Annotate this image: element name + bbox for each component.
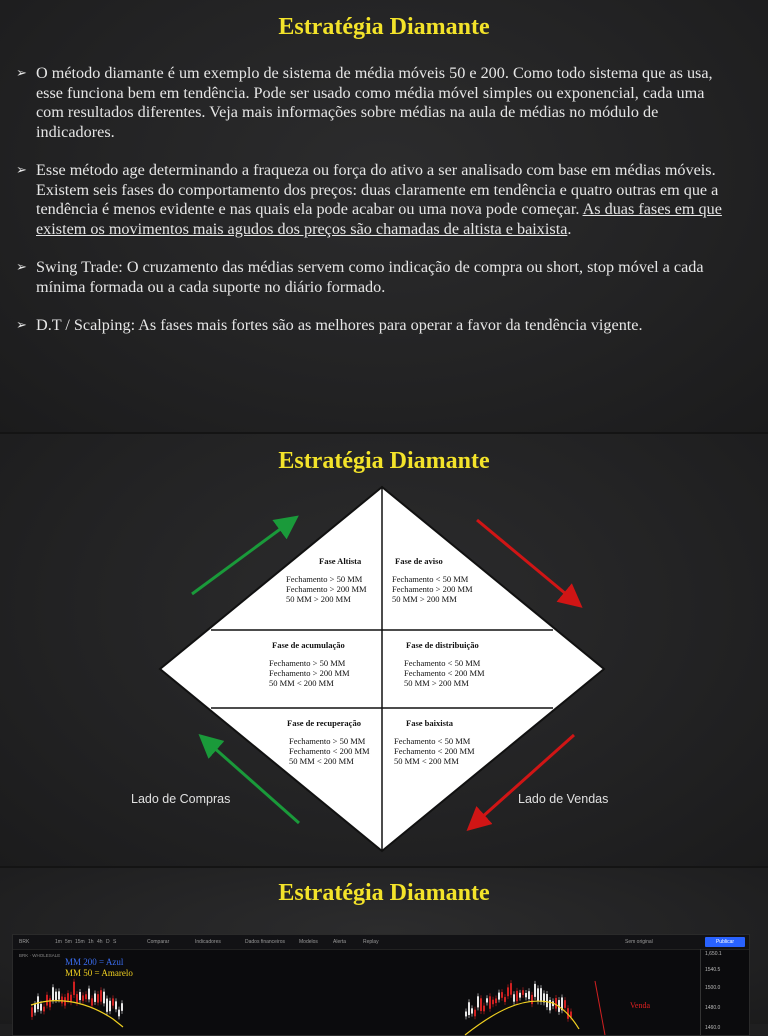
candle-body: [91, 998, 93, 1005]
phase-condition: 50 MM > 200 MM: [404, 678, 469, 688]
slide-text: [0, 0, 768, 432]
candle-body: [85, 994, 87, 999]
candle-body: [549, 1000, 551, 1010]
candle-body: [112, 998, 114, 1005]
ticker-label: BRK · WHOLESALE: [19, 953, 61, 958]
phase-condition: 50 MM < 200 MM: [269, 678, 334, 688]
phase-condition: Fechamento < 200 MM: [394, 746, 475, 756]
candle-body: [109, 1001, 111, 1011]
slide-title: Estratégia Diamante: [278, 880, 490, 906]
candle-body: [564, 1000, 566, 1008]
candle-body: [525, 993, 527, 997]
candle-body: [73, 982, 75, 995]
bullet-item: [16, 316, 728, 336]
candle-body: [486, 998, 488, 1002]
alert-button[interactable]: Alerta: [333, 939, 347, 945]
candle-body: [43, 1007, 45, 1012]
candle-body: [103, 992, 105, 1004]
timeframe-1h[interactable]: 1h: [88, 939, 94, 945]
candle-body: [46, 995, 48, 1006]
candle-body: [534, 984, 536, 997]
phase-condition: Fechamento > 200 MM: [269, 668, 350, 678]
chart-screenshot: [12, 934, 750, 1036]
candle-body: [510, 983, 512, 995]
phase-baixista: [394, 718, 475, 766]
candle-body: [471, 1008, 473, 1013]
sell-annotation: Venda: [630, 1001, 650, 1010]
candle-body: [507, 987, 509, 996]
candle-body: [40, 1004, 42, 1011]
timeframe-5m[interactable]: 5m: [65, 939, 72, 945]
bullet-arrow-icon: ➢: [16, 260, 27, 275]
candle-body: [546, 994, 548, 1007]
candle-body: [58, 991, 60, 999]
phase-aviso: [392, 556, 473, 604]
candle-body: [519, 993, 521, 998]
phase-condition: 50 MM > 200 MM: [392, 594, 457, 604]
slide-chart-example: [0, 868, 768, 1031]
buy-side-label: Lado de Compras: [131, 792, 231, 806]
candle-body: [118, 1010, 120, 1017]
candle-body: [82, 995, 84, 1000]
candle-body: [522, 990, 524, 995]
bullet-arrow-icon: ➢: [16, 163, 27, 178]
bullet-list: [16, 64, 728, 355]
timeframe-s[interactable]: S: [113, 939, 117, 945]
candle-body: [504, 997, 506, 1002]
candle-body: [115, 1001, 117, 1009]
price-tick: 1500.0: [705, 985, 721, 991]
bullet-text: Swing Trade: O cruzamento das médias servem como indicação de compra ou short, stop móvel a cada mínima formada ou a cada suporte no diário formado.: [36, 258, 704, 296]
price-tick: 1,650.1: [705, 951, 722, 957]
bullet-text: D.T / Scalping: As fases mais fortes são as melhores para operar a favor da tendência vigente.: [36, 316, 643, 334]
phase-condition: Fechamento < 50 MM: [392, 574, 469, 584]
price-tick: 1460.0: [705, 1025, 721, 1031]
candle-body: [121, 1003, 123, 1011]
candle-body: [498, 993, 500, 1000]
replay-button[interactable]: Replay: [363, 939, 379, 945]
phase-title: Fase baixista: [406, 718, 453, 728]
candle-body: [52, 987, 54, 1000]
candle-body: [474, 1010, 476, 1017]
phase-condition: Fechamento < 200 MM: [404, 668, 485, 678]
candle-body: [513, 994, 515, 1001]
price-tick: 1480.0: [705, 1005, 721, 1011]
bullet-item: [16, 258, 728, 297]
candle-body: [468, 1002, 470, 1015]
candle-body: [61, 997, 63, 1004]
candle-body: [516, 991, 518, 1001]
phase-condition: Fechamento > 200 MM: [286, 584, 367, 594]
candle-body: [49, 998, 51, 1007]
candle-body: [34, 1004, 36, 1012]
phase-altista: [286, 556, 367, 604]
candle-body: [477, 996, 479, 1007]
phase-condition: 50 MM < 200 MM: [289, 756, 354, 766]
diamond-diagram: [0, 434, 768, 866]
phase-condition: 50 MM > 200 MM: [286, 594, 351, 604]
phase-condition: Fechamento > 50 MM: [289, 736, 366, 746]
candle-body: [483, 1006, 485, 1012]
sell-marker-line: [595, 981, 605, 1035]
bullet-arrow-icon: ➢: [16, 66, 27, 81]
timeframe-4h[interactable]: 4h: [97, 939, 103, 945]
indicators-button[interactable]: Indicadores: [195, 939, 221, 945]
bullet-item: [16, 161, 728, 239]
timeframe-15m[interactable]: 15m: [75, 939, 85, 945]
candle-body: [495, 998, 497, 1003]
candle-body: [492, 1000, 494, 1005]
candle-body: [106, 999, 108, 1012]
candle-body: [97, 994, 99, 1002]
candle-body: [531, 995, 533, 1004]
candle-body: [100, 990, 102, 1001]
slide-title: Estratégia Diamante: [278, 14, 490, 40]
phase-condition: Fechamento > 50 MM: [286, 574, 363, 584]
candle-body: [537, 988, 539, 1001]
timeframe-d[interactable]: D: [106, 939, 110, 945]
slide-diamond: [0, 434, 768, 866]
phase-condition: Fechamento < 50 MM: [394, 736, 471, 746]
candle-body: [76, 994, 78, 1003]
phase-acumulacao: [269, 640, 350, 688]
candle-body: [489, 996, 491, 1008]
publish-button[interactable]: Publicar: [705, 937, 745, 947]
candle-body: [528, 991, 530, 999]
bullet-underlined-text: As duas fases em que existem os movimentos mais agudos dos preços são chamadas de altista e baixista: [36, 200, 722, 238]
candle-body: [540, 988, 542, 1002]
candle-body: [94, 994, 96, 1002]
candle-body: [480, 998, 482, 1011]
compare-button[interactable]: Comparar: [147, 939, 170, 945]
phase-title: Fase de acumulação: [272, 640, 345, 650]
phase-title: Fase Altista: [319, 556, 362, 566]
bullet-text: O método diamante é um exemplo de sistema de média móveis 50 e 200. Como todo sistema que as usa, esse funciona bem em tendência. Pode ser usado como média móvel simples ou exponencial, cada uma com resultados diferentes. Veja mais informações sobre médias na aula de médias no módulo de indicadores.: [36, 64, 713, 141]
candle-body: [88, 989, 90, 1000]
bullet-tail: .: [567, 219, 572, 238]
symbol-label[interactable]: BRK: [19, 939, 30, 945]
phase-title: Fase de distribuição: [406, 640, 479, 650]
candle-body: [555, 998, 557, 1009]
candle-body: [67, 993, 69, 1000]
slide-title: Estratégia Diamante: [278, 448, 490, 474]
phase-title: Fase de aviso: [395, 556, 443, 566]
bullet-item: [16, 64, 728, 142]
sell-side-label: Lado de Vendas: [518, 792, 609, 806]
ma200-legend: MM 200 = Azul: [65, 957, 124, 967]
candle-body: [465, 1012, 467, 1017]
candle-body: [501, 992, 503, 998]
phase-recuperacao: [289, 718, 370, 766]
phase-condition: Fechamento > 200 MM: [392, 584, 473, 594]
templates-button[interactable]: Modelos: [299, 939, 318, 945]
phase-title: Fase de recuperação: [287, 718, 361, 728]
phase-condition: Fechamento < 200 MM: [289, 746, 370, 756]
phase-condition: Fechamento > 50 MM: [269, 658, 346, 668]
bullet-arrow-icon: ➢: [16, 318, 27, 333]
candle-body: [79, 992, 81, 1000]
phase-condition: Fechamento < 50 MM: [404, 658, 481, 668]
bullet-text: Esse método age determinando a fraqueza ou força do ativo a ser analisado com base em médias móveis. Existem seis fases do comportamento dos preços: duas claramente em tendência e quatro outras em que a tendência é menos evidente e nas quais ela pode acabar ou uma nova pode começar.: [36, 161, 719, 218]
financials-button[interactable]: Dados financeiros: [245, 939, 286, 945]
phase-distribuicao: [404, 640, 485, 688]
timeframe-1m[interactable]: 1m: [55, 939, 62, 945]
candle-body: [31, 1007, 33, 1017]
ma50-legend: MM 50 = Amarelo: [65, 968, 133, 978]
price-chart: [13, 935, 749, 1035]
price-tick: 1540.5: [705, 967, 721, 973]
candle-body: [55, 992, 57, 1000]
layout-name[interactable]: Sem original: [625, 939, 653, 945]
price-axis: [700, 949, 731, 1035]
phase-condition: 50 MM < 200 MM: [394, 756, 459, 766]
